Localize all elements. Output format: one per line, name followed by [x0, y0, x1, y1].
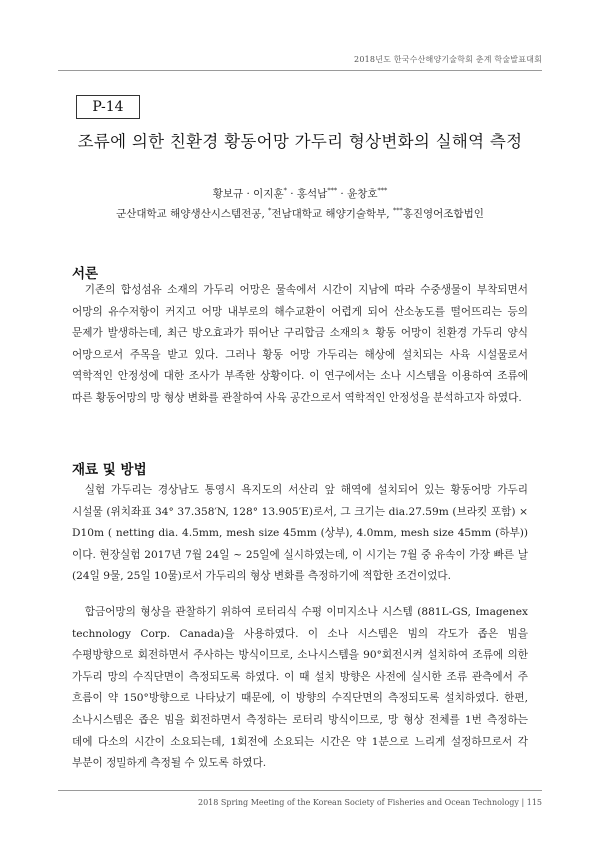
- header-divider: [58, 70, 542, 71]
- affiliation-1: 군산대학교 해양생산시스템전공,: [116, 208, 269, 220]
- running-header: 2018년도 한국수산해양기술학회 춘계 학술발표대회: [354, 55, 542, 64]
- author-list: [0, 186, 600, 201]
- author-affil-mark: *: [283, 186, 287, 195]
- author-separator: ·: [243, 188, 254, 200]
- methods-paragraph-2: 합금어망의 형상을 관찰하기 위하여 로터리식 수평 이미지소나 시스템 (881L-GS, Imagenex technology Corp. Canada)을 사용하였다. 이 소나 시스템은 빔의 각도가 좁은 빔을 수평방향으로 회전하면서 주사하는 방식이므로, 소나시스템을 90°회전시켜 설치하여 조류에 의한 가두리 망의 수직단면이 측정되도록 하였다. 이 때 설치 방향은 사전에 실시한 조류 관측에서 주 흐름이 약 150°방향으로 나타났기 때문에, 이 방향의 수직단면의 측정되도록 설치하였다. 한편, 소나시스템은 좁은 빔을 회전하면서 측정하는 로터리 방식이므로, 망 형상 전체를 1번 측정하는 데에 다소의 시간이 소요되는데, 1회전에 소요되는 시간은 약 1분으로 느리게 설정하므로서 각 부분이 정밀하게 측정될 수 있도록 하였다.: [72, 606, 528, 770]
- affiliation-2: 전남대학교 해양기술학부,: [271, 208, 393, 220]
- author-separator: ·: [286, 188, 297, 200]
- affil-mark: ***: [392, 206, 403, 215]
- methods-paragraph-1: 실험 가두리는 경상남도 통영시 욕지도의 서산리 앞 해역에 설치되어 있는 황동어망 가두리 시설물 (위치좌표 34° 37.358′N, 128° 13.905′E)로서, 그 크기는 dia.27.59m (브라킷 포함) × D10m ( netting dia. 4.5mm, mesh size 45mm (상부), 4.0mm, mesh size 45mm (하부)) 이다. 현장실험 2017년 7월 24일 ~ 25일에 실시하였는데, 이 시기는 7월 중 유속이 가장 빠른 날 (24일 9물, 25일 10물)로서 가두리의 형상 변화를 측정하기에 적합한 조건이었다.: [72, 484, 528, 583]
- author-name: 윤창호: [347, 188, 378, 200]
- author-affil-mark: ***: [377, 186, 388, 195]
- intro-paragraph: 기존의 합성섬유 소재의 가두리 어망은 물속에서 시간이 지남에 따라 수중생물이 부착되면서 어망의 유수저항이 커지고 어망 내부로의 해수교환이 어렵게 되어 산소농도를 떨어뜨리는 등의 문제가 발생하는데, 최근 방오효과가 뛰어난 구리합금 소재의ㅊ 황동 어망이 친환경 가두리 양식 어망으로서 주목을 받고 있다. 그러나 황동 어망 가두리는 해상에 설치되는 사육 시설물로서 역학적인 안정성에 대한 조사가 부족한 상황이다. 이 연구에서는 소나 시스템을 이용하여 조류에 따른 황동어망의 망 형상 변화를 관찰하여 사육 공간으로서 역학적인 안정성을 분석하고자 하였다.: [72, 284, 528, 404]
- author-affil-mark: ***: [327, 186, 338, 195]
- poster-number-tag: P-14: [76, 95, 140, 119]
- section-heading-methods: 재료 및 방법: [72, 462, 147, 478]
- author-name: 홍석남: [296, 188, 328, 200]
- author-name: 이지훈: [253, 188, 284, 200]
- running-footer: 2018 Spring Meeting of the Korean Society of Fisheries and Ocean Technology | 115: [198, 798, 542, 807]
- footer-divider: [58, 790, 542, 791]
- section-heading-intro: 서론: [72, 266, 99, 282]
- affil-mark: *: [268, 206, 272, 215]
- author-separator: ·: [337, 188, 348, 200]
- paper-title: 조류에 의한 친환경 황동어망 가두리 형상변화의 실해역 측정: [77, 132, 523, 151]
- affiliation-line: [0, 206, 600, 221]
- author-name: 황보규: [212, 188, 244, 200]
- affiliation-3: 홍진영어조합법인: [402, 208, 484, 220]
